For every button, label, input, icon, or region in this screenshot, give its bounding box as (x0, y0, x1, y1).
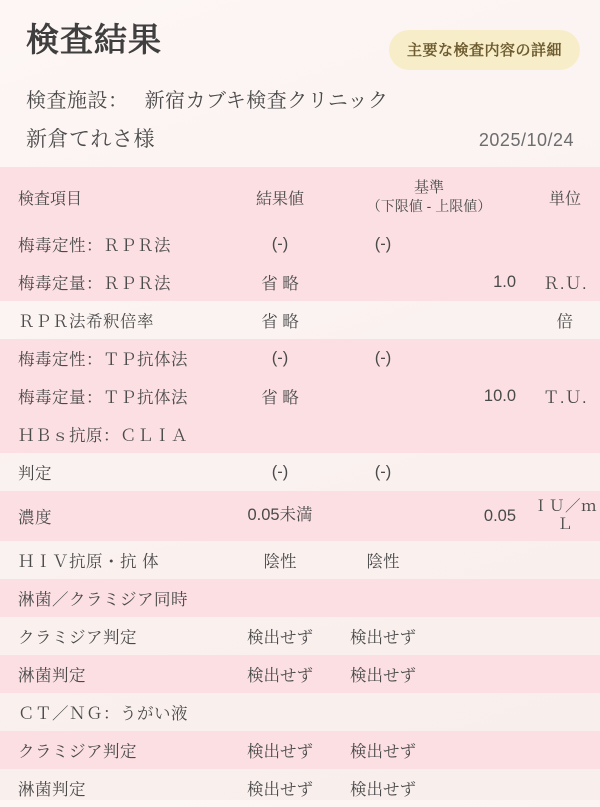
table-row (0, 377, 600, 415)
row-item-name: 濃度 (0, 491, 232, 541)
row-item-name: 淋菌判定 (0, 655, 232, 693)
row-result-value (232, 693, 328, 731)
row-result-value: 検出せず (247, 629, 313, 647)
row-reference-high (438, 655, 530, 693)
row-unit (530, 579, 600, 617)
row-reference-high: 0.05 (438, 491, 530, 541)
row-reference-low (328, 263, 438, 301)
table-header-row (0, 167, 600, 225)
row-reference-low: 検出せず (350, 629, 416, 647)
column-header-reference-line1: 基準 (414, 178, 445, 196)
row-reference-low: 検出せず (328, 655, 438, 693)
table-row (0, 617, 600, 655)
table-row (0, 731, 600, 769)
table-row (0, 339, 600, 377)
row-item-name: 梅毒定性：ＴＰ抗体法 (0, 339, 232, 377)
column-header-value: 結果値 (232, 167, 328, 225)
row-reference-high (438, 579, 530, 617)
row-unit (530, 769, 600, 807)
table-row (0, 655, 600, 693)
table-row (0, 693, 600, 731)
row-item-name: 梅毒定性：ＲＰＲ法 (0, 225, 232, 263)
row-unit (530, 453, 600, 491)
row-unit (530, 541, 600, 579)
row-item-name: ＨＩＶ抗原・抗 体 (18, 553, 160, 571)
table-row (0, 769, 600, 807)
results-table (0, 167, 600, 807)
facility-label: 検査施設： (26, 90, 129, 112)
row-reference-low (328, 579, 438, 617)
table-row (0, 579, 600, 617)
patient-name: 新倉てれさ様 (26, 128, 155, 151)
table-row (0, 263, 600, 301)
row-unit: ＩＵ／ｍＬ (530, 491, 600, 541)
results-table-body (0, 167, 600, 807)
row-reference-low (328, 415, 438, 453)
row-result-value: 省 略 (232, 263, 328, 301)
column-header-reference-line2: （下限値 - 上限値） (366, 197, 492, 214)
row-unit (530, 415, 600, 453)
row-item-name: 梅毒定量：ＲＰＲ法 (0, 263, 232, 301)
row-reference-low: 検出せず (350, 781, 416, 799)
row-reference-low (328, 491, 438, 541)
table-row (0, 225, 600, 263)
detail-pill-badge[interactable]: 主要な検査内容の詳細 (389, 30, 580, 70)
facility-line (0, 70, 600, 113)
row-result-value: 0.05未満 (232, 491, 328, 541)
row-item-name: 淋菌／クラミジア同時 (0, 579, 232, 617)
header (0, 0, 600, 70)
row-reference-high (438, 453, 530, 491)
row-result-value: 検出せず (232, 731, 328, 769)
page-title: 検査結果 (26, 21, 162, 58)
row-item-name: クラミジア判定 (18, 629, 137, 647)
table-row (0, 491, 600, 541)
patient-row (0, 113, 600, 153)
row-item-name: ＣＴ／ＮＧ：うがい液 (18, 705, 188, 723)
row-unit: 倍 (556, 313, 574, 331)
row-unit (530, 731, 600, 769)
row-item-name: ＨＢｓ抗原：ＣＬＩＡ (0, 415, 232, 453)
row-result-value: (-) (232, 225, 328, 263)
row-item-name: 判定 (18, 465, 52, 483)
row-item-name: 梅毒定量：ＴＰ抗体法 (0, 377, 232, 415)
row-result-value (232, 415, 328, 453)
row-unit (530, 339, 600, 377)
row-result-value: 省 略 (261, 313, 299, 331)
row-reference-high (438, 339, 530, 377)
column-header-unit: 単位 (530, 167, 600, 225)
column-header-item: 検査項目 (0, 167, 232, 225)
row-reference-low: (-) (328, 339, 438, 377)
row-reference-high (438, 415, 530, 453)
row-reference-high (438, 693, 530, 731)
row-reference-low (328, 301, 438, 339)
row-result-value: 省 略 (232, 377, 328, 415)
row-reference-high (438, 301, 530, 339)
row-reference-low: 検出せず (328, 731, 438, 769)
row-reference-low (328, 377, 438, 415)
row-result-value: (-) (232, 339, 328, 377)
row-unit: Ｔ.Ｕ. (530, 377, 600, 415)
row-reference-high: 1.0 (438, 263, 530, 301)
row-unit (530, 225, 600, 263)
row-unit (530, 693, 600, 731)
row-result-value: 陰性 (263, 553, 297, 571)
table-row (0, 301, 600, 339)
table-row (0, 541, 600, 579)
row-item-name: クラミジア判定 (0, 731, 232, 769)
row-unit (530, 617, 600, 655)
row-reference-low (328, 693, 438, 731)
row-result-value (232, 579, 328, 617)
row-reference-high (438, 731, 530, 769)
row-reference-high: 10.0 (438, 377, 530, 415)
row-unit: Ｒ.Ｕ. (530, 263, 600, 301)
table-row (0, 453, 600, 491)
row-reference-high (438, 541, 530, 579)
row-result-value: (-) (271, 462, 289, 481)
row-reference-high (438, 225, 530, 263)
row-reference-low: 陰性 (366, 553, 400, 571)
facility-name: 新宿カブキ検査クリニック (144, 90, 389, 112)
row-unit (530, 655, 600, 693)
row-result-value: 検出せず (232, 655, 328, 693)
column-header-reference (328, 167, 530, 225)
row-result-value: 検出せず (247, 781, 313, 799)
table-row (0, 415, 600, 453)
row-reference-low: (-) (328, 225, 438, 263)
row-reference-high (438, 617, 530, 655)
row-item-name: 淋菌判定 (18, 781, 86, 799)
row-item-name: ＲＰＲ法希釈倍率 (18, 313, 154, 331)
exam-date: 2025/10/24 (478, 130, 574, 150)
row-reference-high (438, 769, 530, 807)
row-reference-low: (-) (374, 462, 392, 481)
